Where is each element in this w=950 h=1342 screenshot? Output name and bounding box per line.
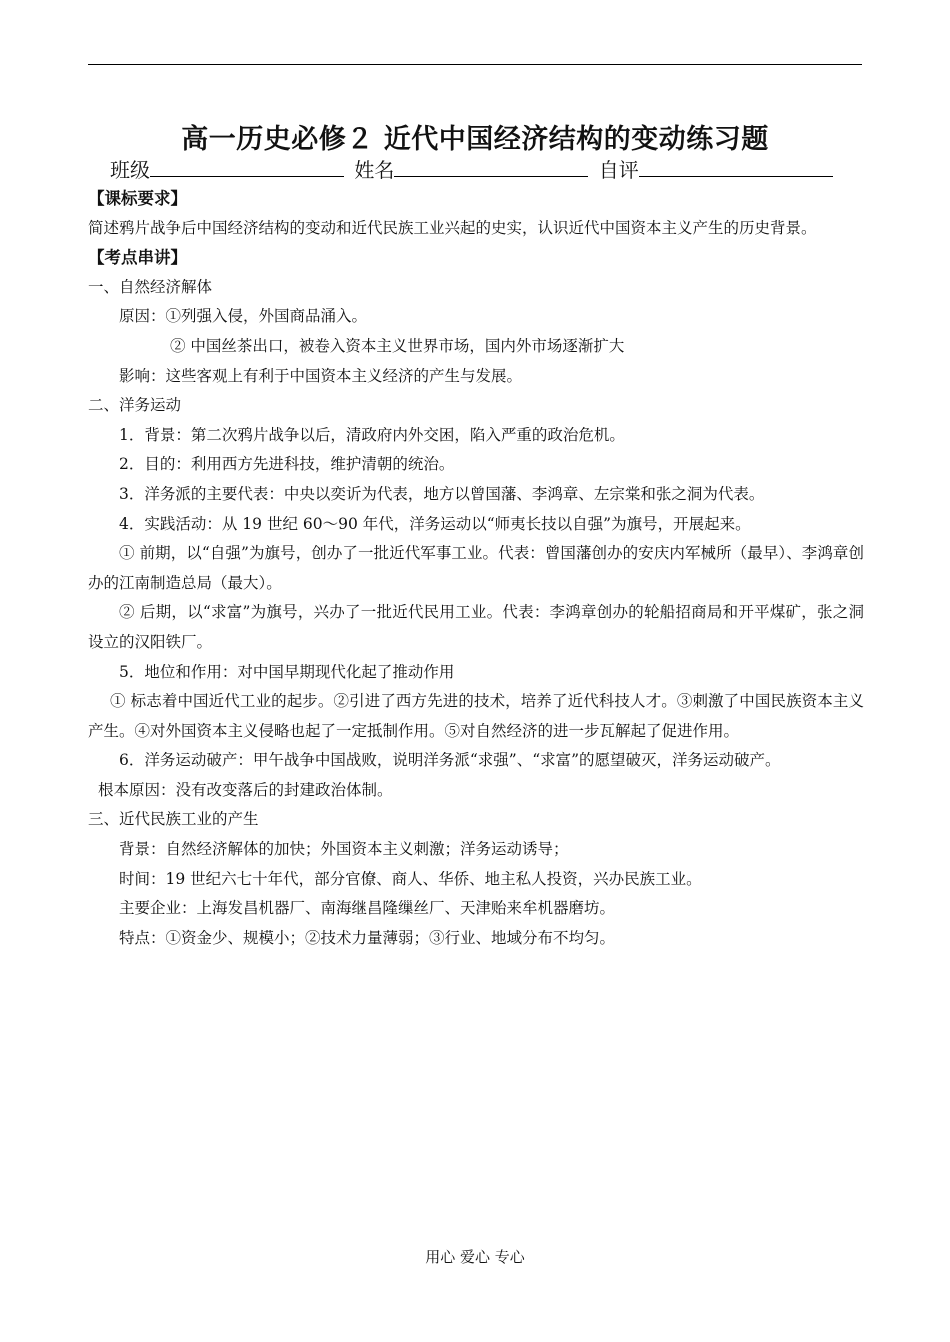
part3-background: 背景：自然经济解体的加快；外国资本主义刺激；洋务运动诱导； [119,840,569,859]
part2-item6: 6．洋务运动破产：甲午战争中国战败，说明洋务派“求强”、“求富”的愿望破灭，洋务运动破产。 [119,751,781,770]
part2-root-cause: 根本原因：没有改变落后的封建政治体制。 [98,780,393,799]
name-blank [394,156,588,177]
class-blank [150,156,344,177]
part3-time: 时间：19 世纪六七十年代，部分官僚、商人、华侨、地主私人投资，兴办民族工业。 [119,869,702,888]
standard-text: 简述鸦片战争后中国经济结构的变动和近代民族工业兴起的史实，认识近代中国资本主义产生的历史背景。 [88,218,817,237]
part3-features: 特点：①资金少、规模小；②技术力量薄弱；③行业、地域分布不均匀。 [119,928,616,947]
part1-title: 一、自然经济解体 [88,277,213,296]
part3-title: 三、近代民族工业的产生 [88,810,259,829]
part3-enterprises: 主要企业：上海发昌机器厂、南海继昌隆缫丝厂、天津贻来牟机器磨坊。 [119,899,616,918]
part1-effect: 影响：这些客观上有利于中国资本主义经济的产生与发展。 [119,366,523,385]
part2-late-period: ② 后期，以“求富”为旗号，兴办了一批近代民用工业。代表：李鸿章创办的轮船招商局和开平煤矿，张之洞设立的汉阳铁厂。 [88,603,864,651]
part1-cause1: 原因：①列强入侵，外国商品涌入。 [119,307,368,326]
part2-item5: 5．地位和作用：对中国早期现代化起了推动作用 [119,662,455,681]
standard-heading: 【课标要求】 [88,189,187,208]
page-title: 高一历史必修２ 近代中国经济结构的变动练习题 [181,124,769,155]
class-label: 班级 [110,158,150,182]
part2-item1: 1．背景：第二次鸦片战争以后，清政府内外交困，陷入严重的政治危机。 [119,425,625,444]
document-body [88,184,864,953]
part2-item4: 4．实践活动：从 19 世纪 60～90 年代，洋务运动以“师夷长技以自强”为旗号，开展起来。 [119,514,751,533]
part2-item3: 3．洋务派的主要代表：中央以奕䜣为代表，地方以曾国藩、李鸿章、左宗棠和张之洞为代表。 [119,484,765,503]
name-label: 姓名 [354,158,395,182]
self-eval-label: 自评 [598,158,639,182]
part1-cause2: ② 中国丝茶出口，被卷入资本主义世界市场，国内外市场逐渐扩大 [170,336,625,355]
part2-early-period: ① 前期，以“自强”为旗号，创办了一批近代军事工业。代表：曾国藩创办的安庆内军械所（最早）、李鸿章创办的江南制造总局（最大）。 [88,544,864,592]
student-info-row [110,154,837,183]
points-heading: 【考点串讲】 [88,248,187,268]
part2-item2: 2．目的：利用西方先进科技，维护清朝的统治。 [119,455,455,474]
header-rule [88,64,862,65]
part2-title: 二、洋务运动 [88,396,182,415]
part2-role: ① 标志着中国近代工业的起步。②引进了西方先进的技术，培养了近代科技人才。③刺激了中国民族资本主义产生。④对外国资本主义侵略也起了一定抵制作用。⑤对自然经济的进一步瓦解起了促进作用。 [88,692,864,740]
self-eval-blank [639,156,833,177]
page-footer: 用心 爱心 专心 [425,1248,525,1266]
